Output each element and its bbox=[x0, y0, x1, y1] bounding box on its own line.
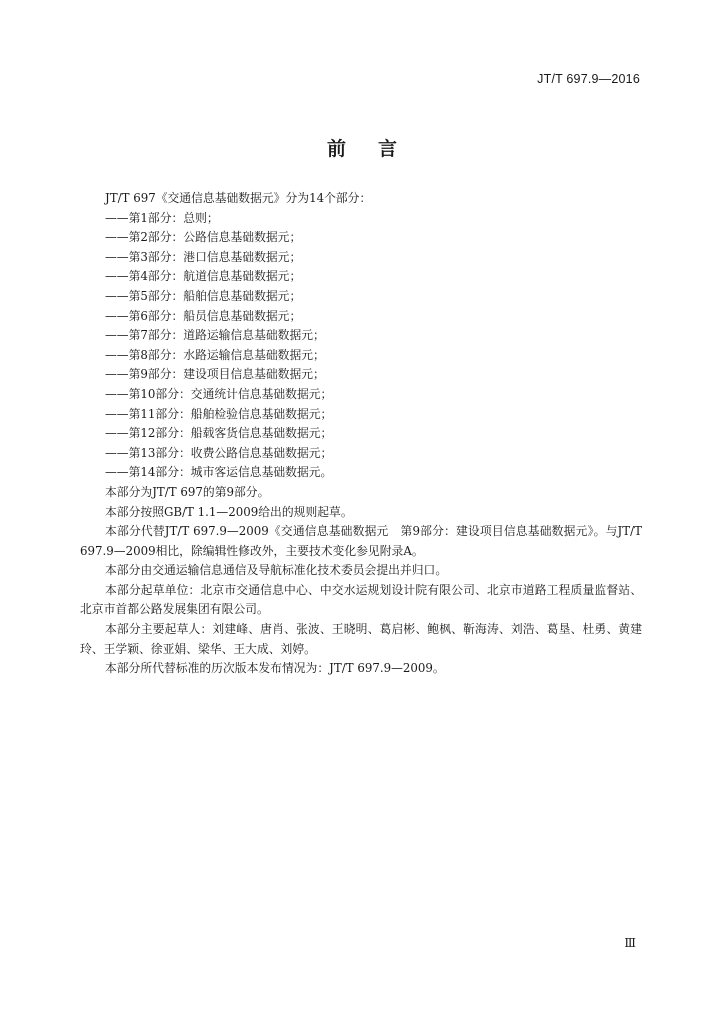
list-item: ——第13部分：收费公路信息基础数据元； bbox=[105, 445, 333, 460]
page-title: 前言 bbox=[326, 138, 429, 160]
paragraph-replacement: 本部分代替JT/T 697.9—2009《交通信息基础数据元 第9部分：建设项目信息基础数据元》。与JT/T 697.9—2009相比，除编辑性修改外，主要技术变化参见附录A。 bbox=[80, 524, 642, 558]
paragraph-drafting-rules: 本部分按照GB/T 1.1—2009给出的规则起草。 bbox=[105, 504, 353, 519]
list-item: ——第7部分：道路运输信息基础数据元； bbox=[105, 328, 325, 343]
list-item: ——第3部分：港口信息基础数据元； bbox=[105, 249, 302, 264]
list-item: ——第14部分：城市客运信息基础数据元。 bbox=[105, 465, 333, 480]
list-item: ——第12部分：船载客货信息基础数据元； bbox=[105, 426, 333, 441]
list-item: ——第2部分：公路信息基础数据元； bbox=[105, 230, 302, 245]
list-item: ——第1部分：总则； bbox=[105, 210, 219, 225]
paragraph-history: 本部分所代替标准的历次版本发布情况为：JT/T 697.9—2009。 bbox=[105, 661, 445, 676]
list-item: ——第6部分：船员信息基础数据元； bbox=[105, 308, 302, 323]
list-item: ——第5部分：船舶信息基础数据元； bbox=[105, 288, 302, 303]
standard-code: JT/T 697.9—2016 bbox=[537, 72, 640, 86]
page-number: Ⅲ bbox=[624, 936, 636, 950]
list-item: ——第4部分：航道信息基础数据元； bbox=[105, 269, 302, 284]
paragraph-part-number: 本部分为JT/T 697的第9部分。 bbox=[105, 484, 270, 499]
list-item: ——第10部分：交通统计信息基础数据元； bbox=[105, 386, 333, 401]
paragraph-drafting-units: 本部分起草单位：北京市交通信息中心、中交水运规划设计院有限公司、北京市道路工程质量监督站、北京市首都公路发展集团有限公司。 bbox=[80, 582, 642, 617]
list-item: ——第11部分：船舶检验信息基础数据元； bbox=[105, 406, 333, 421]
paragraph-proposer: 本部分由交通运输信息通信及导航标准化技术委员会提出并归口。 bbox=[105, 563, 448, 578]
foreword-body bbox=[80, 189, 642, 679]
parts-list bbox=[80, 209, 642, 483]
list-item: ——第9部分：建设项目信息基础数据元； bbox=[105, 367, 325, 382]
intro-line: JT/T 697《交通信息基础数据元》分为14个部分： bbox=[105, 191, 372, 205]
list-item: ——第8部分：水路运输信息基础数据元； bbox=[105, 347, 325, 362]
paragraph-drafters: 本部分主要起草人：刘建峰、唐肖、张波、王晓明、葛启彬、鲍枫、靳海涛、刘浩、葛垦、杜勇、黄建玲、王学颖、徐亚娟、梁华、王大成、刘婷。 bbox=[80, 622, 642, 656]
